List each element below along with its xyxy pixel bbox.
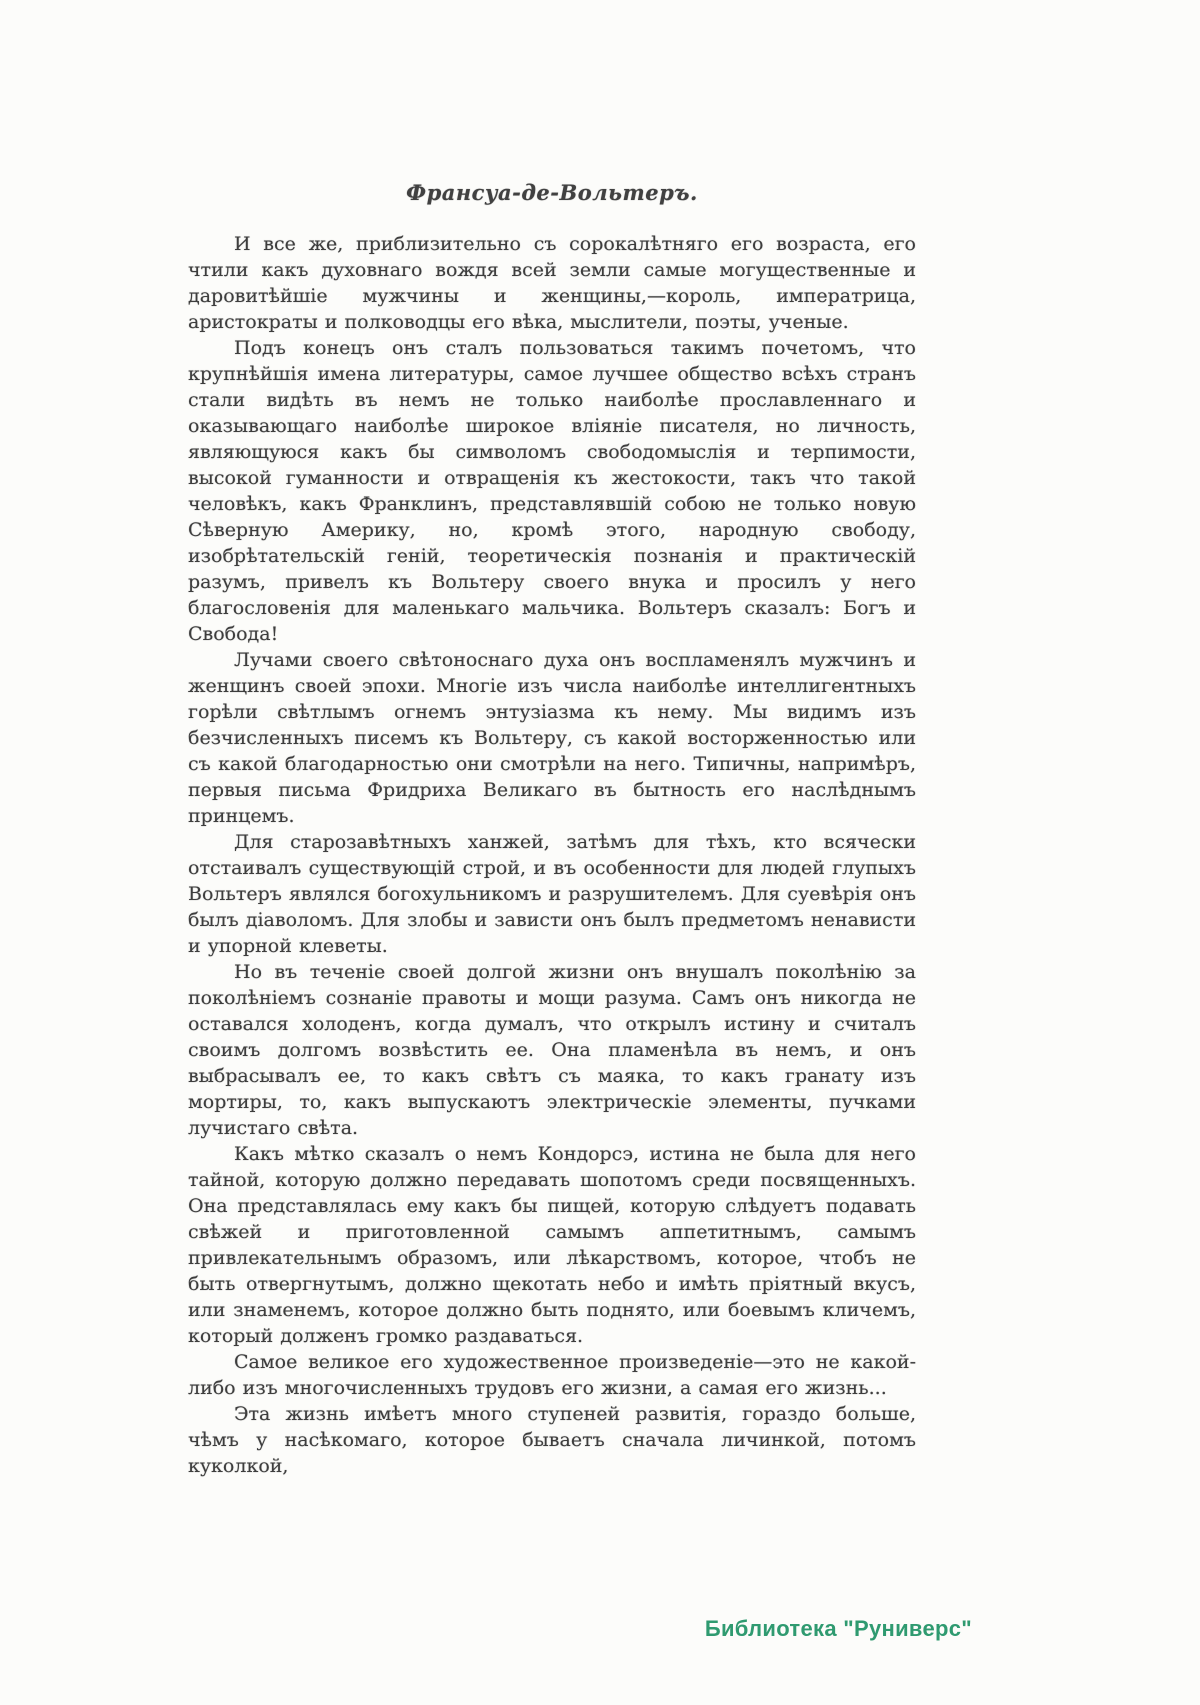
paragraph: Лучами своего свѣтоноснаго духа онъ воспламенялъ мужчинъ и женщинъ своей эпохи. Многіе изъ числа наиболѣе интеллигентныхъ горѣли свѣтлымъ огнемъ энтузіазма къ нему. Мы видимъ изъ безчисленныхъ писемъ къ Вольтеру, съ какой восторженностью или съ какой благодарностью они смотрѣли на него. Типичны, напримѣръ, первыя письма Фридриха Великаго въ бытность его наслѣднымъ принцемъ. — [188, 649, 916, 827]
page-text-block — [188, 180, 916, 1479]
paragraph: Подъ конецъ онъ сталъ пользоваться такимъ почетомъ, что крупнѣйшія имена литературы, самое лучшее общество всѣхъ странъ стали видѣть въ немъ не только наиболѣе прославленнаго и оказывающаго наиболѣе широкое вліяніе писателя, но личность, являющуюся какъ бы символомъ свободомыслія и терпимости, высокой гуманности и отвращенія къ жестокости, такъ что такой человѣкъ, какъ Франклинъ, представлявшій собою не только новую Сѣверную Америку, но, кромѣ этого, народную свободу, изобрѣтательскій геній, теоретическія познанія и практическій разумъ, привелъ къ Вольтеру своего внука и просилъ у него благословенія для маленькаго мальчика. Вольтеръ сказалъ: Богъ и Свобода! — [188, 337, 916, 645]
paragraph: Для старозавѣтныхъ ханжей, затѣмъ для тѣхъ, кто всячески отстаивалъ существующій строй, и въ особенности для людей глупыхъ Вольтеръ являлся богохульникомъ и разрушителемъ. Для суевѣрія онъ былъ діаволомъ. Для злобы и зависти онъ былъ предметомъ ненависти и упорной клеветы. — [188, 831, 916, 957]
paragraph: Самое великое его художественное произведеніе—это не какой-либо изъ многочисленныхъ трудовъ его жизни, а самая его жизнь... — [188, 1351, 916, 1399]
paragraph: Какъ мѣтко сказалъ о немъ Кондорсэ, истина не была для него тайной, которую должно передавать шопотомъ среди посвященныхъ. Она представлялась ему какъ бы пищей, которую слѣдуетъ подавать свѣжей и приготовленной самымъ аппетитнымъ, самымъ привлекательнымъ образомъ, или лѣкарствомъ, которое, чтобъ не быть отвергнутымъ, должно щекотать небо и имѣть пріятный вкусъ, или знаменемъ, которое должно быть поднято, или боевымъ кличемъ, который долженъ громко раздаваться. — [188, 1143, 916, 1347]
page-title: Франсуа-де-Вольтеръ. — [406, 180, 698, 205]
library-watermark: Библиотека "Руниверс" — [704, 1616, 972, 1641]
paragraph: Эта жизнь имѣетъ много ступеней развитія, гораздо больше, чѣмъ у насѣкомаго, которое бываетъ сначала личинкой, потомъ куколкой, — [188, 1403, 916, 1477]
paragraph: И все же, приблизительно съ сорокалѣтняго его возраста, его чтили какъ духовнаго вождя всей земли самые могущественные и даровитѣйшіе мужчины и женщины,—король, императрица, аристократы и полководцы его вѣка, мыслители, поэты, ученые. — [188, 233, 916, 333]
paragraph: Но въ теченіе своей долгой жизни онъ внушалъ поколѣнію за поколѣніемъ сознаніе правоты и мощи разума. Самъ онъ никогда не оставался холоденъ, когда думалъ, что открылъ истину и считалъ своимъ долгомъ возвѣстить ее. Она пламенѣла въ немъ, и онъ выбрасывалъ ее, то какъ свѣтъ съ маяка, то какъ гранату изъ мортиры, то, какъ выпускаютъ электрическіе элементы, пучками лучистаго свѣта. — [188, 961, 916, 1139]
